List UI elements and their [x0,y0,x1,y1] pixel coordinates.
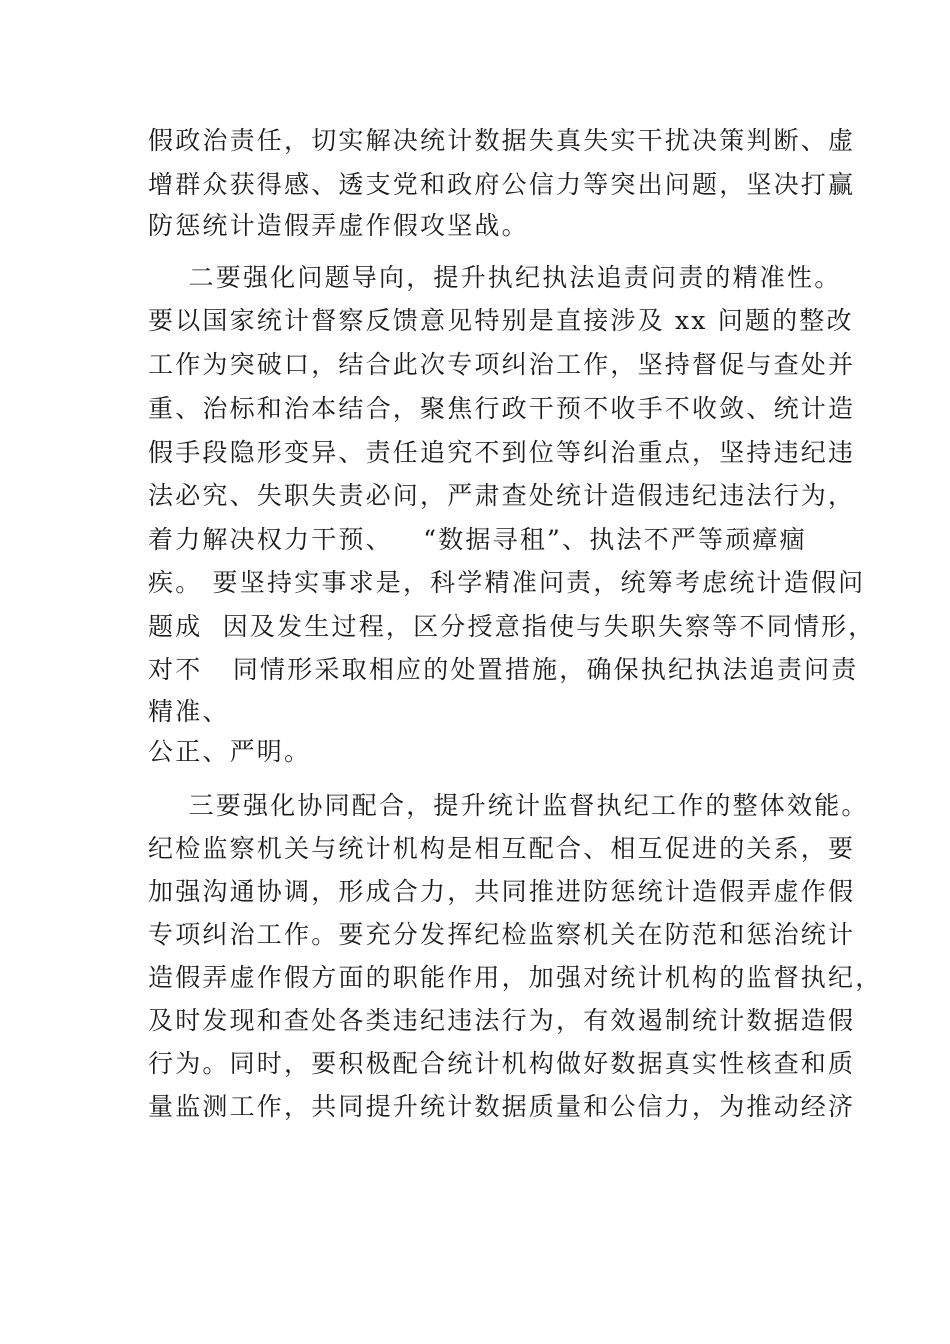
text-line: 专项纠治工作。要充分发挥纪检监察机关在防范和惩治统计 [148,920,856,949]
text-line: 题成 因及发生过程，区分授意指使与失职失察等不同情形， [148,612,876,641]
text-line: 假政治责任，切实解决统计数据失真失实干扰决策判断、虚 [148,126,856,155]
text-line: 及时发现和查处各类违纪违法行为，有效遏制统计数据造假 [148,1006,856,1035]
text-line: 着力解决权力干预、 “数据寻租”、执法不严等顽瘴痼 [148,525,807,554]
paragraph-2-first-line: 二要强化问题导向，提升执纪执法追责问责的精准性。 [148,263,842,292]
text-line: 行为。同时，要积极配合统计机构做好数据真实性核查和质 [148,1049,856,1078]
text-line: 量监测工作，共同提升统计数据质量和公信力，为推动经济 [148,1092,856,1121]
text-line: 精准、 [148,697,230,726]
text-line: 疾。 要坚持实事求是，科学精准问责，统筹考虑统计造假问 [148,568,866,597]
text-line: 防惩统计造假弄虚作假攻坚战。 [148,211,529,240]
text-line: 加强沟通协调，形成合力，共同推进防惩统计造假弄虚作假 [148,877,856,906]
text-line: 要以国家统计督察反馈意见特别是直接涉及 xx 问题的整改 [148,306,854,335]
text-line: 假手段隐形变异、责任追究不到位等纠治重点，坚持违纪违 [148,438,856,467]
text-line: 纪检监察机关与统计机构是相互配合、相互促进的关系，要 [148,834,856,863]
text-line: 公正、严明。 [148,737,312,766]
paragraph-3-first-line: 三要强化协同配合，提升统计监督执纪工作的整体效能。 [148,791,869,820]
text-line: 法必究、失职失责必问，严肃查处统计造假违纪违法行为， [148,481,856,510]
text-line: 重、治标和治本结合，聚焦行政干预不收手不收敛、统计造 [148,394,856,423]
text-line: 造假弄虚作假方面的职能作用，加强对统计机构的监督执纪， [148,963,883,992]
text-line: 工作为突破口，结合此次专项纠治工作，坚持督促与查处并 [148,350,856,379]
text-line: 增群众获得感、透支党和政府公信力等突出问题，坚决打赢 [148,170,856,199]
text-line: 对不 同情形采取相应的处置措施，确保执纪执法追责问责 [148,655,859,684]
